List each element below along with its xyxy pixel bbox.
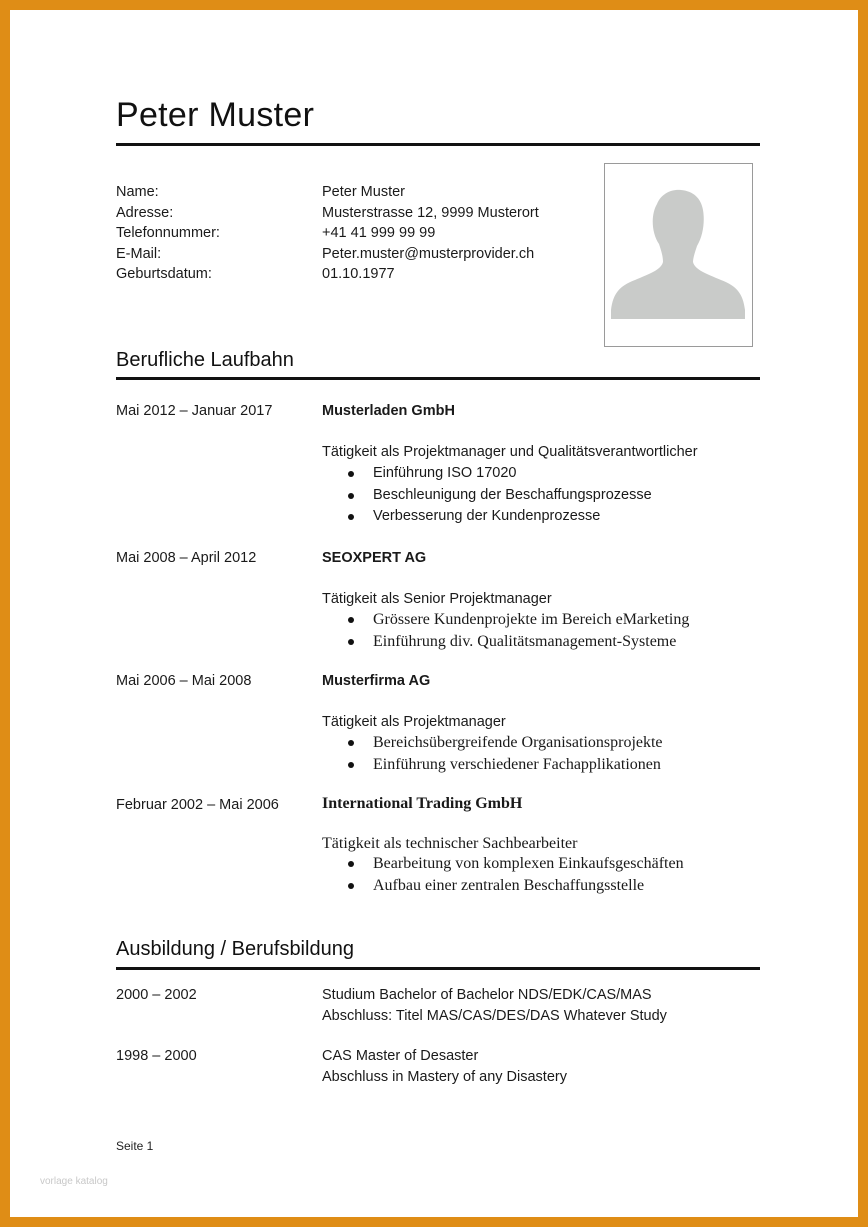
job-company: International Trading GmbH xyxy=(322,795,523,812)
personal-values xyxy=(322,182,539,285)
person-silhouette-icon xyxy=(611,184,746,319)
job-role: Tätigkeit als Projektmanager und Qualitätsverantwortlicher xyxy=(322,444,698,460)
job-bullet: Beschleunigung der Beschaffungsprozesse xyxy=(346,485,652,507)
job-bullet: Einführung div. Qualitätsmanagement-Systeme xyxy=(346,631,689,653)
job-company: Musterladen GmbH xyxy=(322,403,455,419)
job-bullet-list xyxy=(346,463,652,528)
job-bullet: Einführung verschiedener Fachapplikationen xyxy=(346,754,663,776)
personal-value-birthdate: 01.10.1977 xyxy=(322,266,395,282)
personal-label-name: Name: xyxy=(116,184,159,200)
title-divider xyxy=(116,143,760,146)
job-bullet: Einführung ISO 17020 xyxy=(346,463,652,485)
education-line: Abschluss: Titel MAS/CAS/DES/DAS Whatever Study xyxy=(322,1007,667,1024)
job-bullet: Verbesserung der Kundenprozesse xyxy=(346,506,652,528)
job-bullet: Aufbau einer zentralen Beschaffungsstelle xyxy=(346,875,684,897)
education-line: CAS Master of Desaster xyxy=(322,1048,479,1064)
job-bullet-list xyxy=(346,609,689,652)
job-company: Musterfirma AG xyxy=(322,673,431,689)
education-period: 2000 – 2002 xyxy=(116,987,197,1003)
education-section-title: Ausbildung / Berufsbildung xyxy=(116,938,354,960)
personal-value-address: Musterstrasse 12, 9999 Musterort xyxy=(322,204,539,221)
job-bullet-list xyxy=(346,853,684,896)
job-period: Mai 2008 – April 2012 xyxy=(116,550,257,566)
job-bullet: Grössere Kundenprojekte im Bereich eMarketing xyxy=(346,609,689,631)
job-period: Mai 2006 – Mai 2008 xyxy=(116,673,252,689)
education-divider xyxy=(116,967,760,970)
education-line: Abschluss in Mastery of any Disastery xyxy=(322,1068,567,1085)
education-entry xyxy=(322,1046,567,1087)
job-period: Februar 2002 – Mai 2006 xyxy=(116,797,279,813)
job-role: Tätigkeit als technischer Sachbearbeiter xyxy=(322,835,578,852)
page-number: Seite 1 xyxy=(116,1139,154,1153)
education-line: Studium Bachelor of Bachelor NDS/EDK/CAS/MAS xyxy=(322,987,652,1003)
job-company: SEOXPERT AG xyxy=(322,550,427,566)
personal-label-phone: Telefonnummer: xyxy=(116,225,220,241)
personal-label-birthdate: Geburtsdatum: xyxy=(116,266,212,282)
job-bullet: Bereichsübergreifende Organisationsprojekte xyxy=(346,732,663,754)
personal-value-name: Peter Muster xyxy=(322,184,405,200)
profile-photo xyxy=(604,163,753,347)
job-period: Mai 2012 – Januar 2017 xyxy=(116,403,273,419)
career-divider xyxy=(116,377,760,380)
cv-page xyxy=(10,10,858,1217)
watermark-text: vorlage katalog xyxy=(40,1176,108,1187)
personal-label-email: E-Mail: xyxy=(116,245,162,262)
job-bullet: Bearbeitung von komplexen Einkaufsgeschäften xyxy=(346,853,684,875)
personal-labels xyxy=(116,182,220,285)
job-role: Tätigkeit als Projektmanager xyxy=(322,714,506,730)
education-entry xyxy=(322,985,667,1026)
personal-label-address: Adresse: xyxy=(116,204,174,221)
job-bullet-list xyxy=(346,732,663,775)
education-period: 1998 – 2000 xyxy=(116,1048,197,1064)
personal-value-email: Peter.muster@musterprovider.ch xyxy=(322,245,535,262)
personal-value-phone: +41 41 999 99 99 xyxy=(322,225,436,241)
job-role: Tätigkeit als Senior Projektmanager xyxy=(322,591,552,607)
page-title: Peter Muster xyxy=(116,96,315,134)
career-section-title: Berufliche Laufbahn xyxy=(116,349,294,371)
